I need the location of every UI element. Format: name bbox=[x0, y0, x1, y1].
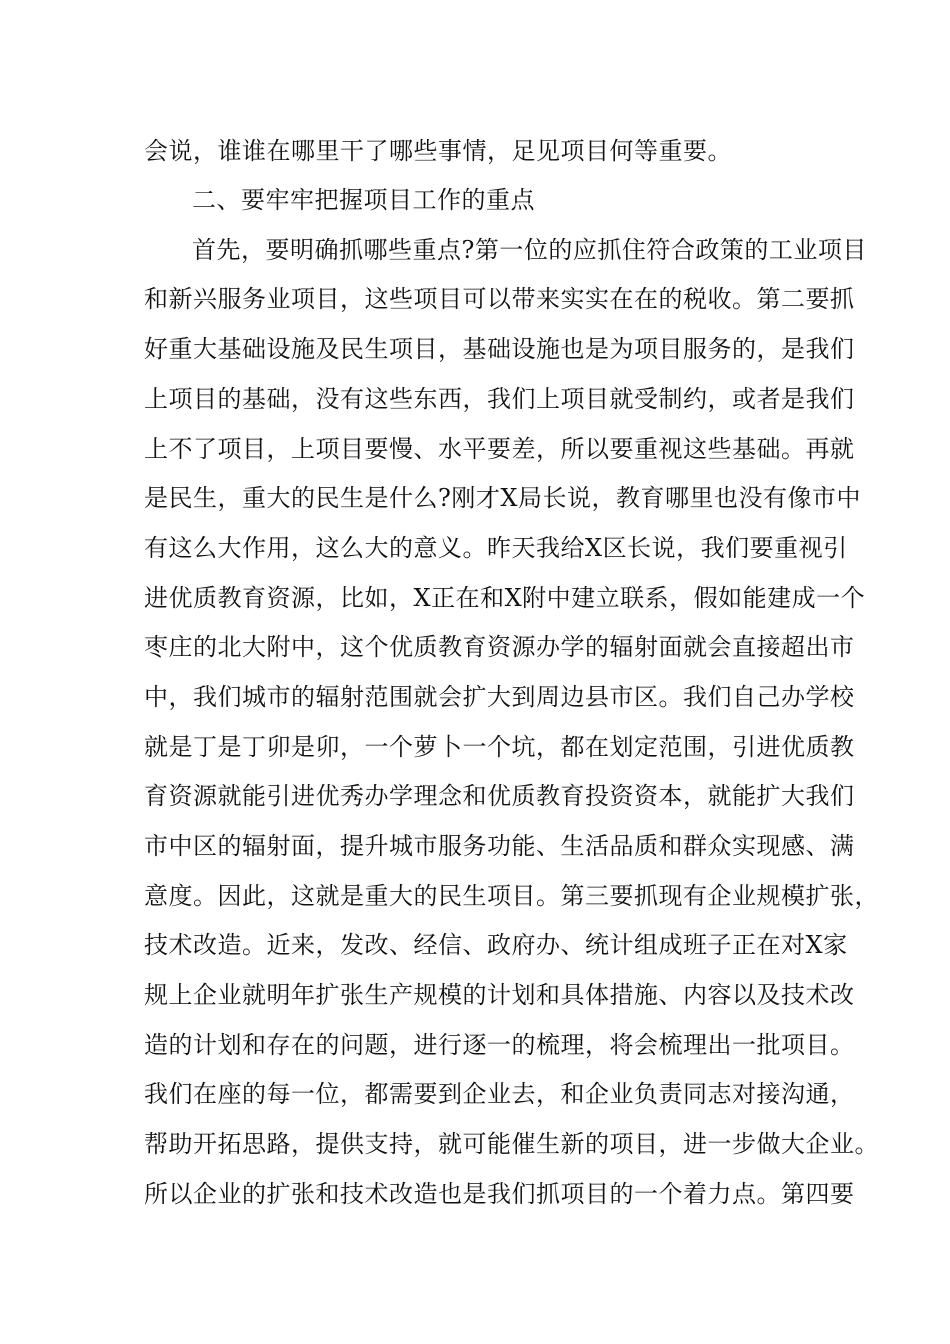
text-line: 是民生，重大的民生是什么?刚才X局长说，教育哪里也没有像市中 bbox=[144, 484, 861, 512]
text-line: 帮助开拓思路，提供支持，就可能催生新的项目，进一步做大企业。 bbox=[144, 1130, 879, 1158]
section-heading: 二、要牢牢把握项目工作的重点 bbox=[192, 186, 535, 214]
text-line: 上不了项目，上项目要慢、水平要差，所以要重视这些基础。再就 bbox=[144, 435, 855, 463]
text-line: 育资源就能引进优秀办学理念和优质教育投资资本，就能扩大我们 bbox=[144, 782, 855, 810]
text-line: 会说，谁谁在哪里干了哪些事情，足见项目何等重要。 bbox=[144, 137, 732, 165]
text-line: 首先，要明确抓哪些重点?第一位的应抓住符合政策的工业项目 bbox=[192, 236, 867, 264]
text-line: 规上企业就明年扩张生产规模的计划和具体措施、内容以及技术改 bbox=[144, 981, 855, 1009]
text-line: 意度。因此，这就是重大的民生项目。第三要抓现有企业规模扩张， bbox=[144, 882, 879, 910]
text-line: 上项目的基础，没有这些东西，我们上项目就受制约，或者是我们 bbox=[144, 385, 855, 413]
text-line: 我们在座的每一位，都需要到企业去，和企业负责同志对接沟通， bbox=[144, 1080, 855, 1108]
text-line: 中，我们城市的辐射范围就会扩大到周边县市区。我们自己办学校 bbox=[144, 683, 855, 711]
text-line: 所以企业的扩张和技术改造也是我们抓项目的一个着力点。第四要 bbox=[144, 1180, 855, 1208]
text-line: 技术改造。近来，发改、经信、政府办、统计组成班子正在对X家 bbox=[144, 931, 848, 959]
text-line: 就是丁是丁卯是卯，一个萝卜一个坑，都在划定范围，引进优质教 bbox=[144, 733, 855, 761]
text-line: 和新兴服务业项目，这些项目可以带来实实在在的税收。第二要抓 bbox=[144, 285, 855, 313]
text-line: 好重大基础设施及民生项目，基础设施也是为项目服务的，是我们 bbox=[144, 335, 855, 363]
text-line: 枣庄的北大附中，这个优质教育资源办学的辐射面就会直接超出市 bbox=[144, 633, 855, 661]
text-line: 造的计划和存在的问题，进行逐一的梳理，将会梳理出一批项目。 bbox=[144, 1031, 855, 1059]
text-line: 有这么大作用，这么大的意义。昨天我给X区长说，我们要重视引 bbox=[144, 534, 848, 562]
text-line: 市中区的辐射面，提升城市服务功能、生活品质和群众实现感、满 bbox=[144, 832, 855, 860]
text-line: 进优质教育资源，比如，X正在和X附中建立联系，假如能建成一个 bbox=[144, 584, 866, 612]
